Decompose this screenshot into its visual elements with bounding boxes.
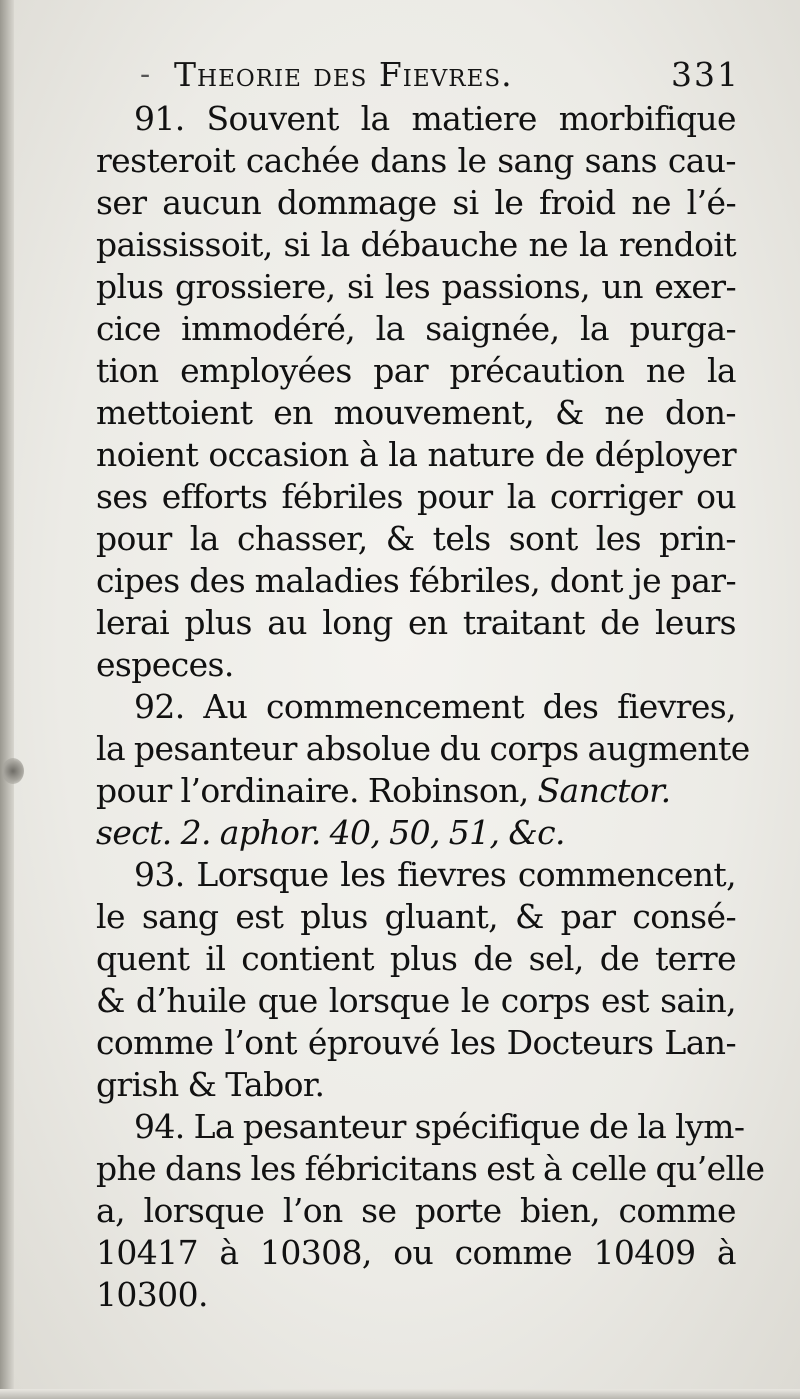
running-header [140,52,740,98]
text-line: phe dans les fébricitans est à celle qu’elle [96,1149,765,1188]
text-line: mettoient en mouvement, & ne don- [96,393,736,432]
text-line: & d’huile que lorsque le corps est sain, [96,981,736,1020]
text-line: 92. Au commencement des fievres, [134,687,736,726]
ink-smudge [2,758,24,784]
text-line: ses efforts fébriles pour la corriger ou [96,477,736,516]
text-line: ser aucun dommage si le froid ne l’é- [96,183,736,222]
text-line: 94. La pesanteur spécifique de la lym- [134,1107,745,1146]
text-line: 91. Souvent la matiere morbifique [134,99,736,138]
page-gutter-shadow [0,0,14,1399]
text-line: cice immodéré, la saignée, la purga- [96,309,736,348]
text-line: pour la chasser, & tels sont les prin- [96,519,736,558]
page-bottom-edge [0,1389,800,1399]
body-text [96,98,765,1316]
text-line: 10300. [96,1275,208,1314]
text-line: lerai plus au long en traitant de leurs [96,603,736,642]
text-line: quent il contient plus de sel, de terre [96,939,736,978]
text-line: 93. Lorsque les fievres commencent, [134,855,736,894]
text-line: comme l’ont éprouvé les Docteurs Lan- [96,1023,736,1062]
citation-sanctor: Sanctor. [537,771,671,810]
citation-text: pour l’ordinaire. Robinson, [96,771,538,810]
text-line: a, lorsque l’on se porte bien, comme [96,1191,736,1230]
page-number: 331 [671,55,740,94]
text-line: noient occasion à la nature de déployer [96,435,736,474]
text-line: grish & Tabor. [96,1065,325,1104]
text-line: especes. [96,645,234,684]
header-dash: - [140,57,151,92]
text-line: cipes des maladies fébriles, dont je par- [96,561,736,600]
running-title: Theorie des Fievres. [174,55,513,94]
citation-section: sect. 2. aphor. 40, 50, 51, &c. [96,813,565,852]
text-line: le sang est plus gluant, & par consé- [96,897,736,936]
text-line: 10417 à 10308, ou comme 10409 à [96,1233,736,1272]
text-line: la pesanteur absolue du corps augmente [96,729,750,768]
text-line: plus grossiere, si les passions, un exer- [96,267,736,306]
text-line-citation [96,770,736,812]
text-line: paississoit, si la débauche ne la rendoit [96,225,736,264]
text-line: resteroit cachée dans le sang sans cau- [96,141,736,180]
text-line: tion employées par précaution ne la [96,351,736,390]
